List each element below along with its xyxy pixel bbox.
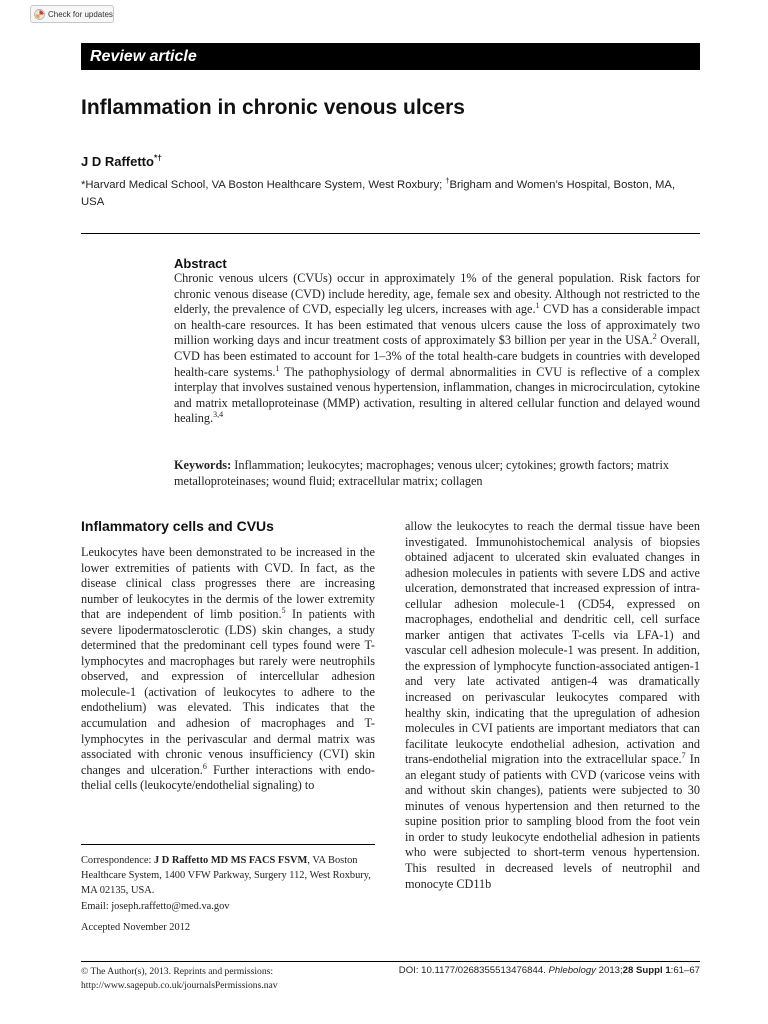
badge-label: Check for updates xyxy=(48,9,113,19)
correspondence-address: , VA Boston Healthcare System, 1400 VFW Parkway, Surgery 112, West Roxbury, MA 02135, USA. xyxy=(81,855,371,897)
citation-link[interactable]: 2 xyxy=(652,332,657,342)
divider-correspondence xyxy=(81,844,375,845)
author-line xyxy=(81,154,162,169)
divider-footer xyxy=(81,961,700,962)
affiliation-a: *Harvard Medical School, VA Boston Healthcare System, West Roxbury; xyxy=(81,179,446,191)
body-text: allow the leukocytes to reach the dermal tissue have been investigated. Immunohistochemical analysis of biopsies obtained adjacent to ulcerated skin evaluated changes in adhesion molecules in patients with severe LDS and active ulceration, demonstrated that increased expression of intracellular adhesion molecule-1 (CD54, expressed on macrophages, endothelial and dendritic cell, cell surface marker antigen that activates T-cells via LFA-1) and vascular cell adhesion molecule-1 was present. In addition, the expression of lymphocyte function-associated antigen-1 and very late activated antigen-4 was dramatically increased on perivascular leukocytes compared with healthy skin, indicating that the upregulation of adhesion molecules in CVI patients are important mediators that can facilitate leukocyte endothelial adhesion, activation and trans-endothelial migration into the extracellular space. xyxy=(405,519,700,767)
section-label: Review article xyxy=(90,48,197,65)
body-text: In an elegant study of patients with CVD (varicose veins with and without skin changes), patients were subjected to 30 minutes of venous hypertension and then returned to the supine position prior to sampling blood from the foot vein in order to study leukocyte endothelial adhesion in patients who were subjected to short-term venous hypertension. This resulted in decreased levels of neutrophil and monocyte CD11b xyxy=(405,752,700,891)
abstract-heading: Abstract xyxy=(174,256,227,271)
keywords xyxy=(174,458,700,489)
citation-link[interactable]: 1 xyxy=(275,363,280,373)
footer-doi[interactable]: DOI: 10.1177/0268355513476844. xyxy=(398,965,549,976)
body-text: In patients with severe lipodermatosclerotic (LDS) skin changes, a study determined that the predominant cell types found were T-lymphocytes and macrophages but rarely were neutrophils observed, and expression of intercellular adhesion molecule-1 (activation of leukocytes to adhere to the endothelium) was elevated. This indicates that the accumulation and adhesion of macrophages and T-lymphocytes in the perivascular and dermal matrix was associated with chronic venous insufficiency (CVI) skin changes and ulceration. xyxy=(81,607,375,777)
correspondence-prefix: Correspondence: xyxy=(81,855,154,866)
abstract-sentence: The pathophysiology of dermal abnormalities in CVU is reflective of a complex interplay that involves sustained venous hypertension, inflammation, changes in microcirculation, cytokine and matrix metalloproteinase (MMP) activation, resulting in altered cellular function and delayed wound healing. xyxy=(174,364,700,426)
citation-link[interactable]: 6 xyxy=(202,761,207,771)
keywords-list: Inflammation; leukocytes; macrophages; venous ulcer; cytokines; growth factors; matrix metalloproteinases; wound fluid; extracellular matrix; collagen xyxy=(174,458,669,488)
footer-volume: 28 Suppl 1 xyxy=(622,965,671,976)
footer-year: 2013; xyxy=(595,965,623,976)
check-for-updates-badge[interactable] xyxy=(30,5,114,23)
citation-link[interactable]: 3,4 xyxy=(213,410,224,420)
accepted-date: Accepted November 2012 xyxy=(81,922,191,933)
correspondence-block xyxy=(81,853,375,914)
footer-citation xyxy=(399,965,700,976)
affiliation-b: Brigham and Women’s Hospital, Boston, MA, USA xyxy=(81,179,676,208)
abstract-sentence: CVD has a considerable impact on health-care resources. It has been estimated that venous ulcers cause the loss of approximately two million working days and incur treatment costs of approximately $3 billion per year in the USA. xyxy=(174,302,700,348)
abstract-sentence: Overall, CVD has been estimated to account for 1–3% of the total health-care budgets in countries with developed health-care systems. xyxy=(174,333,700,379)
body-text: Leukocytes have been demonstrated to be increased in the lower extremities of patients with CVD. In fact, as the disease clinical class progresses there are increasing number of leukocytes in the dermis of the lower extremity that are independent of limb position. xyxy=(81,545,375,622)
citation-link[interactable]: 7 xyxy=(681,751,686,761)
abstract-sentence: Chronic venous ulcers (CVUs) occur in approximately 1% of the general population. Risk factors for chronic venous disease (CVD) include heredity, age, female sex and obesity. Although not restricted to the elderly, the prevalence of CVD, especially leg ulcers, increases with age. xyxy=(174,271,700,317)
footer-pages: :61–67 xyxy=(670,965,700,976)
affiliation-mark-b: † xyxy=(445,176,450,186)
abstract-text xyxy=(174,271,700,427)
body-column-right xyxy=(405,519,700,892)
update-icon xyxy=(34,9,45,20)
footer-copyright: © The Author(s), 2013. Reprints and permissions: http://www.sagepub.co.uk/journalsPermissions.nav xyxy=(81,966,278,991)
divider-top xyxy=(81,233,700,234)
section-heading: Inflammatory cells and CVUs xyxy=(81,518,274,534)
body-column-left xyxy=(81,545,375,794)
keywords-label: Keywords: xyxy=(174,458,232,472)
correspondence-name: J D Raffetto MD MS FACS FSVM xyxy=(154,855,308,866)
author-name: J D Raffetto xyxy=(81,154,154,169)
author-marks: *† xyxy=(153,152,162,163)
citation-link[interactable]: 5 xyxy=(281,606,286,616)
article-title: Inflammation in chronic venous ulcers xyxy=(81,96,465,119)
correspondence-email[interactable]: Email: joseph.raffetto@med.va.gov xyxy=(81,900,230,912)
affiliations xyxy=(81,177,701,211)
section-label-bar xyxy=(81,43,700,70)
body-text: Further interactions with endothelial cells (leukocyte/endothelial signaling) to xyxy=(81,762,375,793)
citation-link[interactable]: 1 xyxy=(535,301,540,311)
footer-journal: Phlebology xyxy=(548,965,596,976)
